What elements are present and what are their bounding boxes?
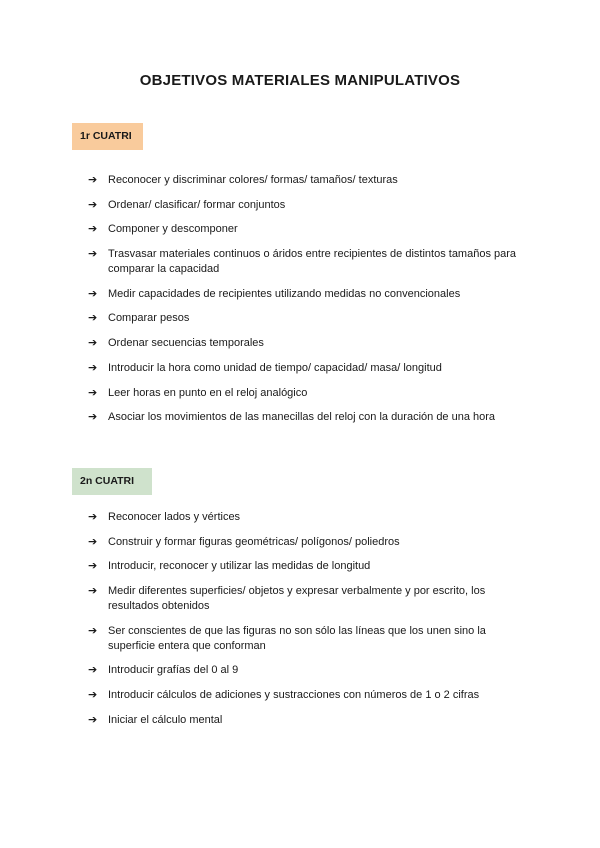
- list-item-text: Trasvasar materiales continuos o áridos entre recipientes de distintos tamaños para comparar la capacidad: [108, 248, 517, 276]
- list-item: [88, 410, 528, 425]
- list-item: [88, 386, 528, 401]
- list-item: [88, 222, 528, 237]
- list-item-text: Ordenar/ clasificar/ formar conjuntos: [108, 198, 286, 211]
- section-label-2n-cuatri: 2n CUATRI: [72, 468, 152, 495]
- arrow-right-icon: ➔: [88, 223, 98, 236]
- list-item-text: Leer horas en punto en el reloj analógico: [108, 386, 308, 399]
- list-item-text: Introducir cálculos de adiciones y sustracciones con números de 1 o 2 cifras: [108, 689, 480, 702]
- arrow-right-icon: ➔: [88, 689, 98, 702]
- arrow-right-icon: ➔: [88, 361, 98, 374]
- arrow-right-icon: ➔: [88, 535, 98, 548]
- list-item-text: Medir capacidades de recipientes utilizando medidas no convencionales: [108, 287, 461, 300]
- list-item-text: Introducir grafías del 0 al 9: [108, 664, 239, 677]
- list-item: [88, 688, 528, 703]
- arrow-right-icon: ➔: [88, 560, 98, 573]
- list-item: [88, 311, 528, 326]
- list-item-text: Iniciar el cálculo mental: [108, 713, 223, 726]
- list-item: [88, 247, 528, 277]
- arrow-right-icon: ➔: [88, 248, 98, 261]
- list-item: [88, 535, 528, 550]
- arrow-right-icon: ➔: [88, 411, 98, 424]
- list-item-text: Reconocer lados y vértices: [108, 511, 241, 523]
- list-item-text: Medir diferentes superficies/ objetos y expresar verbalmente y por escrito, los resultados obtenidos: [108, 585, 486, 613]
- list-item: [88, 287, 528, 302]
- arrow-right-icon: ➔: [88, 664, 98, 677]
- arrow-right-icon: ➔: [88, 287, 98, 300]
- list-item: [88, 510, 528, 525]
- section-label-1r-cuatri: 1r CUATRI: [72, 123, 143, 150]
- page-title: OBJETIVOS MATERIALES MANIPULATIVOS: [139, 72, 461, 89]
- list-item-text: Comparar pesos: [108, 312, 190, 325]
- list-item-text: Ordenar secuencias temporales: [108, 337, 264, 350]
- list-item: [88, 173, 528, 188]
- arrow-right-icon: ➔: [88, 585, 98, 598]
- arrow-right-icon: ➔: [88, 337, 98, 350]
- list-item: [88, 584, 528, 614]
- list-item-text: Introducir la hora como unidad de tiempo/ capacidad/ masa/ longitud: [108, 361, 442, 374]
- list-item-text: Componer y descomponer: [108, 223, 238, 236]
- list-item: [88, 624, 528, 654]
- arrow-right-icon: ➔: [88, 312, 98, 325]
- list-item-text: Ser conscientes de que las figuras no son sólo las líneas que los unen sino la superficie entera que conforman: [108, 624, 486, 652]
- list-item: [88, 559, 528, 574]
- list-item-text: Asociar los movimientos de las manecillas del reloj con la duración de una hora: [108, 411, 496, 424]
- list-item: [88, 198, 528, 213]
- objectives-list-1r-cuatri: [88, 173, 528, 435]
- list-item-text: Construir y formar figuras geométricas/ polígonos/ poliedros: [108, 535, 400, 548]
- list-item: [88, 336, 528, 351]
- list-item: [88, 361, 528, 376]
- arrow-right-icon: ➔: [88, 198, 98, 211]
- arrow-right-icon: ➔: [88, 713, 98, 726]
- objectives-list-2n-cuatri: [88, 510, 528, 738]
- arrow-right-icon: ➔: [88, 174, 98, 186]
- arrow-right-icon: ➔: [88, 624, 98, 637]
- list-item: [88, 713, 528, 728]
- arrow-right-icon: ➔: [88, 386, 98, 399]
- list-item-text: Reconocer y discriminar colores/ formas/ tamaños/ texturas: [108, 174, 398, 186]
- list-item-text: Introducir, reconocer y utilizar las medidas de longitud: [108, 560, 371, 573]
- arrow-right-icon: ➔: [88, 511, 98, 523]
- list-item: [88, 663, 528, 678]
